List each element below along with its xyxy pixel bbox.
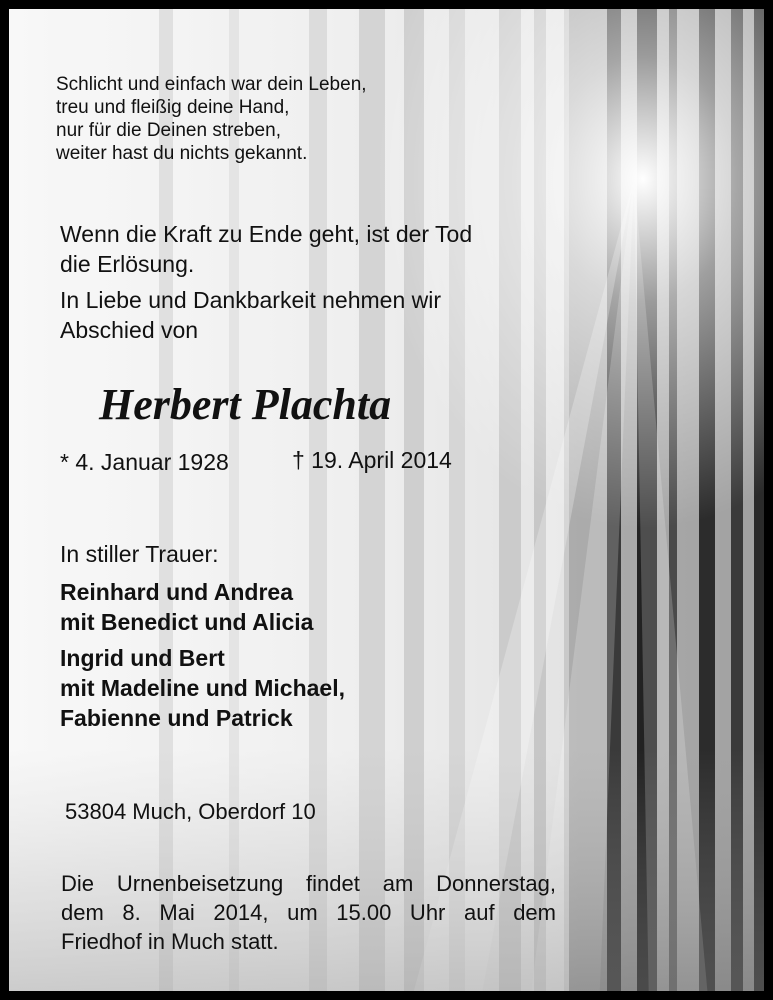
- poem-line: weiter hast du nichts gekannt.: [56, 143, 308, 164]
- poem-line: nur für die Deinen streben,: [56, 120, 281, 141]
- intro-line: In Liebe und Dankbarkeit nehmen wir: [60, 287, 442, 313]
- mourner-line: mit Benedict und Alicia: [60, 609, 314, 635]
- birth-date: * 4. Januar 1928: [60, 449, 229, 475]
- mourner-line: Reinhard und Andrea: [60, 579, 293, 605]
- burial-line: Die Urnenbeisetzung findet am Donnerstag,: [61, 871, 556, 896]
- intro-text: [60, 219, 472, 345]
- burial-notice: [61, 869, 556, 956]
- mourner-line: Fabienne und Patrick: [60, 705, 293, 731]
- mourner-group-2: [60, 643, 345, 733]
- intro-line: die Erlösung.: [60, 251, 195, 277]
- mourner-line: mit Madeline und Michael,: [60, 675, 345, 701]
- poem-verse: [56, 73, 367, 165]
- intro-line: Abschied von: [60, 317, 199, 343]
- intro-line: Wenn die Kraft zu Ende geht, ist der Tod: [60, 221, 473, 247]
- burial-line: Friedhof in Much statt.: [61, 929, 279, 954]
- mourner-line: Ingrid und Bert: [60, 645, 225, 671]
- address: 53804 Much, Oberdorf 10: [65, 799, 316, 824]
- poem-line: Schlicht und einfach war dein Leben,: [56, 74, 367, 95]
- poem-line: treu und fleißig deine Hand,: [56, 97, 290, 118]
- mourners-heading: In stiller Trauer:: [60, 541, 219, 567]
- deceased-name: Herbert Plachta: [99, 380, 392, 429]
- mourner-group-1: [60, 577, 313, 637]
- death-date: † 19. April 2014: [292, 447, 452, 473]
- burial-line: dem 8. Mai 2014, um 15.00 Uhr auf dem: [61, 900, 556, 925]
